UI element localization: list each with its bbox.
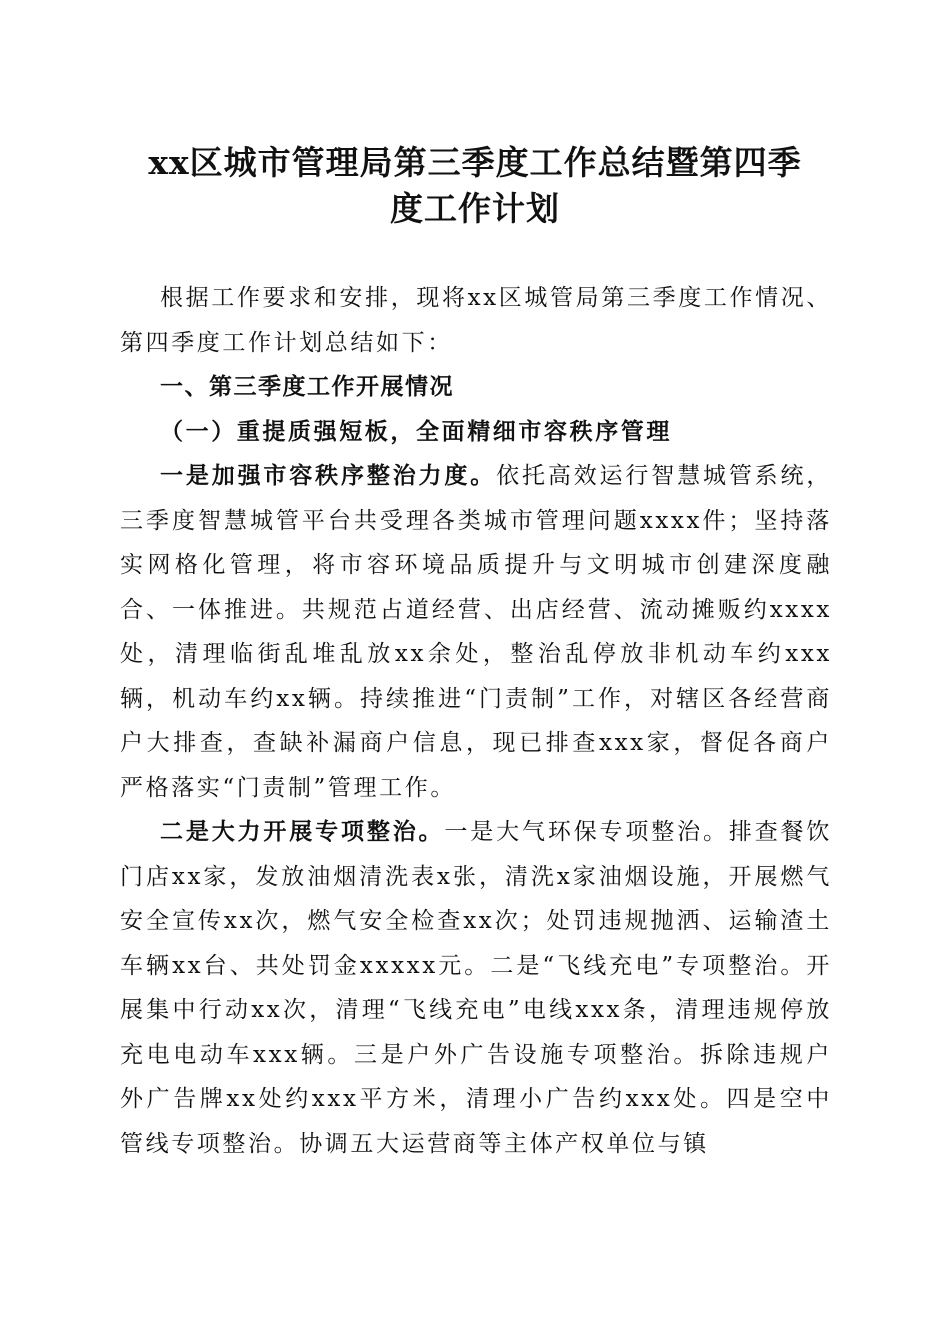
title-line-2: 度工作计划 — [390, 189, 560, 228]
paragraph-2-body: 一是大气环保专项整治。排查餐饮门店xx家，发放油烟清洗表x张，清洗x家油烟设施，开展燃气安全宣传xx次，燃气安全检查xx次；处罚违规抛洒、运输渣土车辆xx台、共处罚金xxxxx元。二是“飞线充电”专项整治。开展集中行动xx次，清理“飞线充电”电线xxx条，清理违规停放充电电动车xxx辆。三是户外广告设施专项整治。拆除违规户外广告牌xx处约xxx平方米，清理小广告约xxx处。四是空中管线专项整治。协调五大运营商等主体产权单位与镇 — [120, 819, 833, 1157]
paragraph-1-lead: 一是加强市容秩序整治力度。 — [160, 462, 497, 489]
paragraph-2-lead: 二是大力开展专项整治。 — [160, 818, 445, 845]
paragraph-1-body: 依托高效运行智慧城管系统，三季度智慧城管平台共受理各类城市管理问题xxxx件；坚持落实网格化管理，将市容环境品质提升与文明城市创建深度融合、一体推进。共规范占道经营、出店经营、流动摊贩约xxxx处，清理临街乱堆乱放xx余处，整治乱停放非机动车约xxx辆，机动车约xx辆。持续推进“门责制”工作，对辖区各经营商户大排查，查缺补漏商户信息，现已排查xxx家，督促各商户严格落实“门责制”管理工作。 — [120, 463, 832, 801]
subsection-heading-1: （一）重提质强短板，全面精细市容秩序管理 — [160, 418, 672, 445]
paragraph-1 — [120, 454, 832, 810]
section-heading-1: 一、第三季度工作开展情况 — [160, 374, 454, 400]
title-line-1: xx区城市管理局第三季度工作总结暨第四季 — [148, 143, 802, 182]
document-title — [100, 140, 850, 232]
intro-paragraph: 根据工作要求和安排，现将xx区城管局第三季度工作情况、第四季度工作计划总结如下： — [120, 285, 832, 356]
paragraph-2 — [120, 810, 832, 1166]
